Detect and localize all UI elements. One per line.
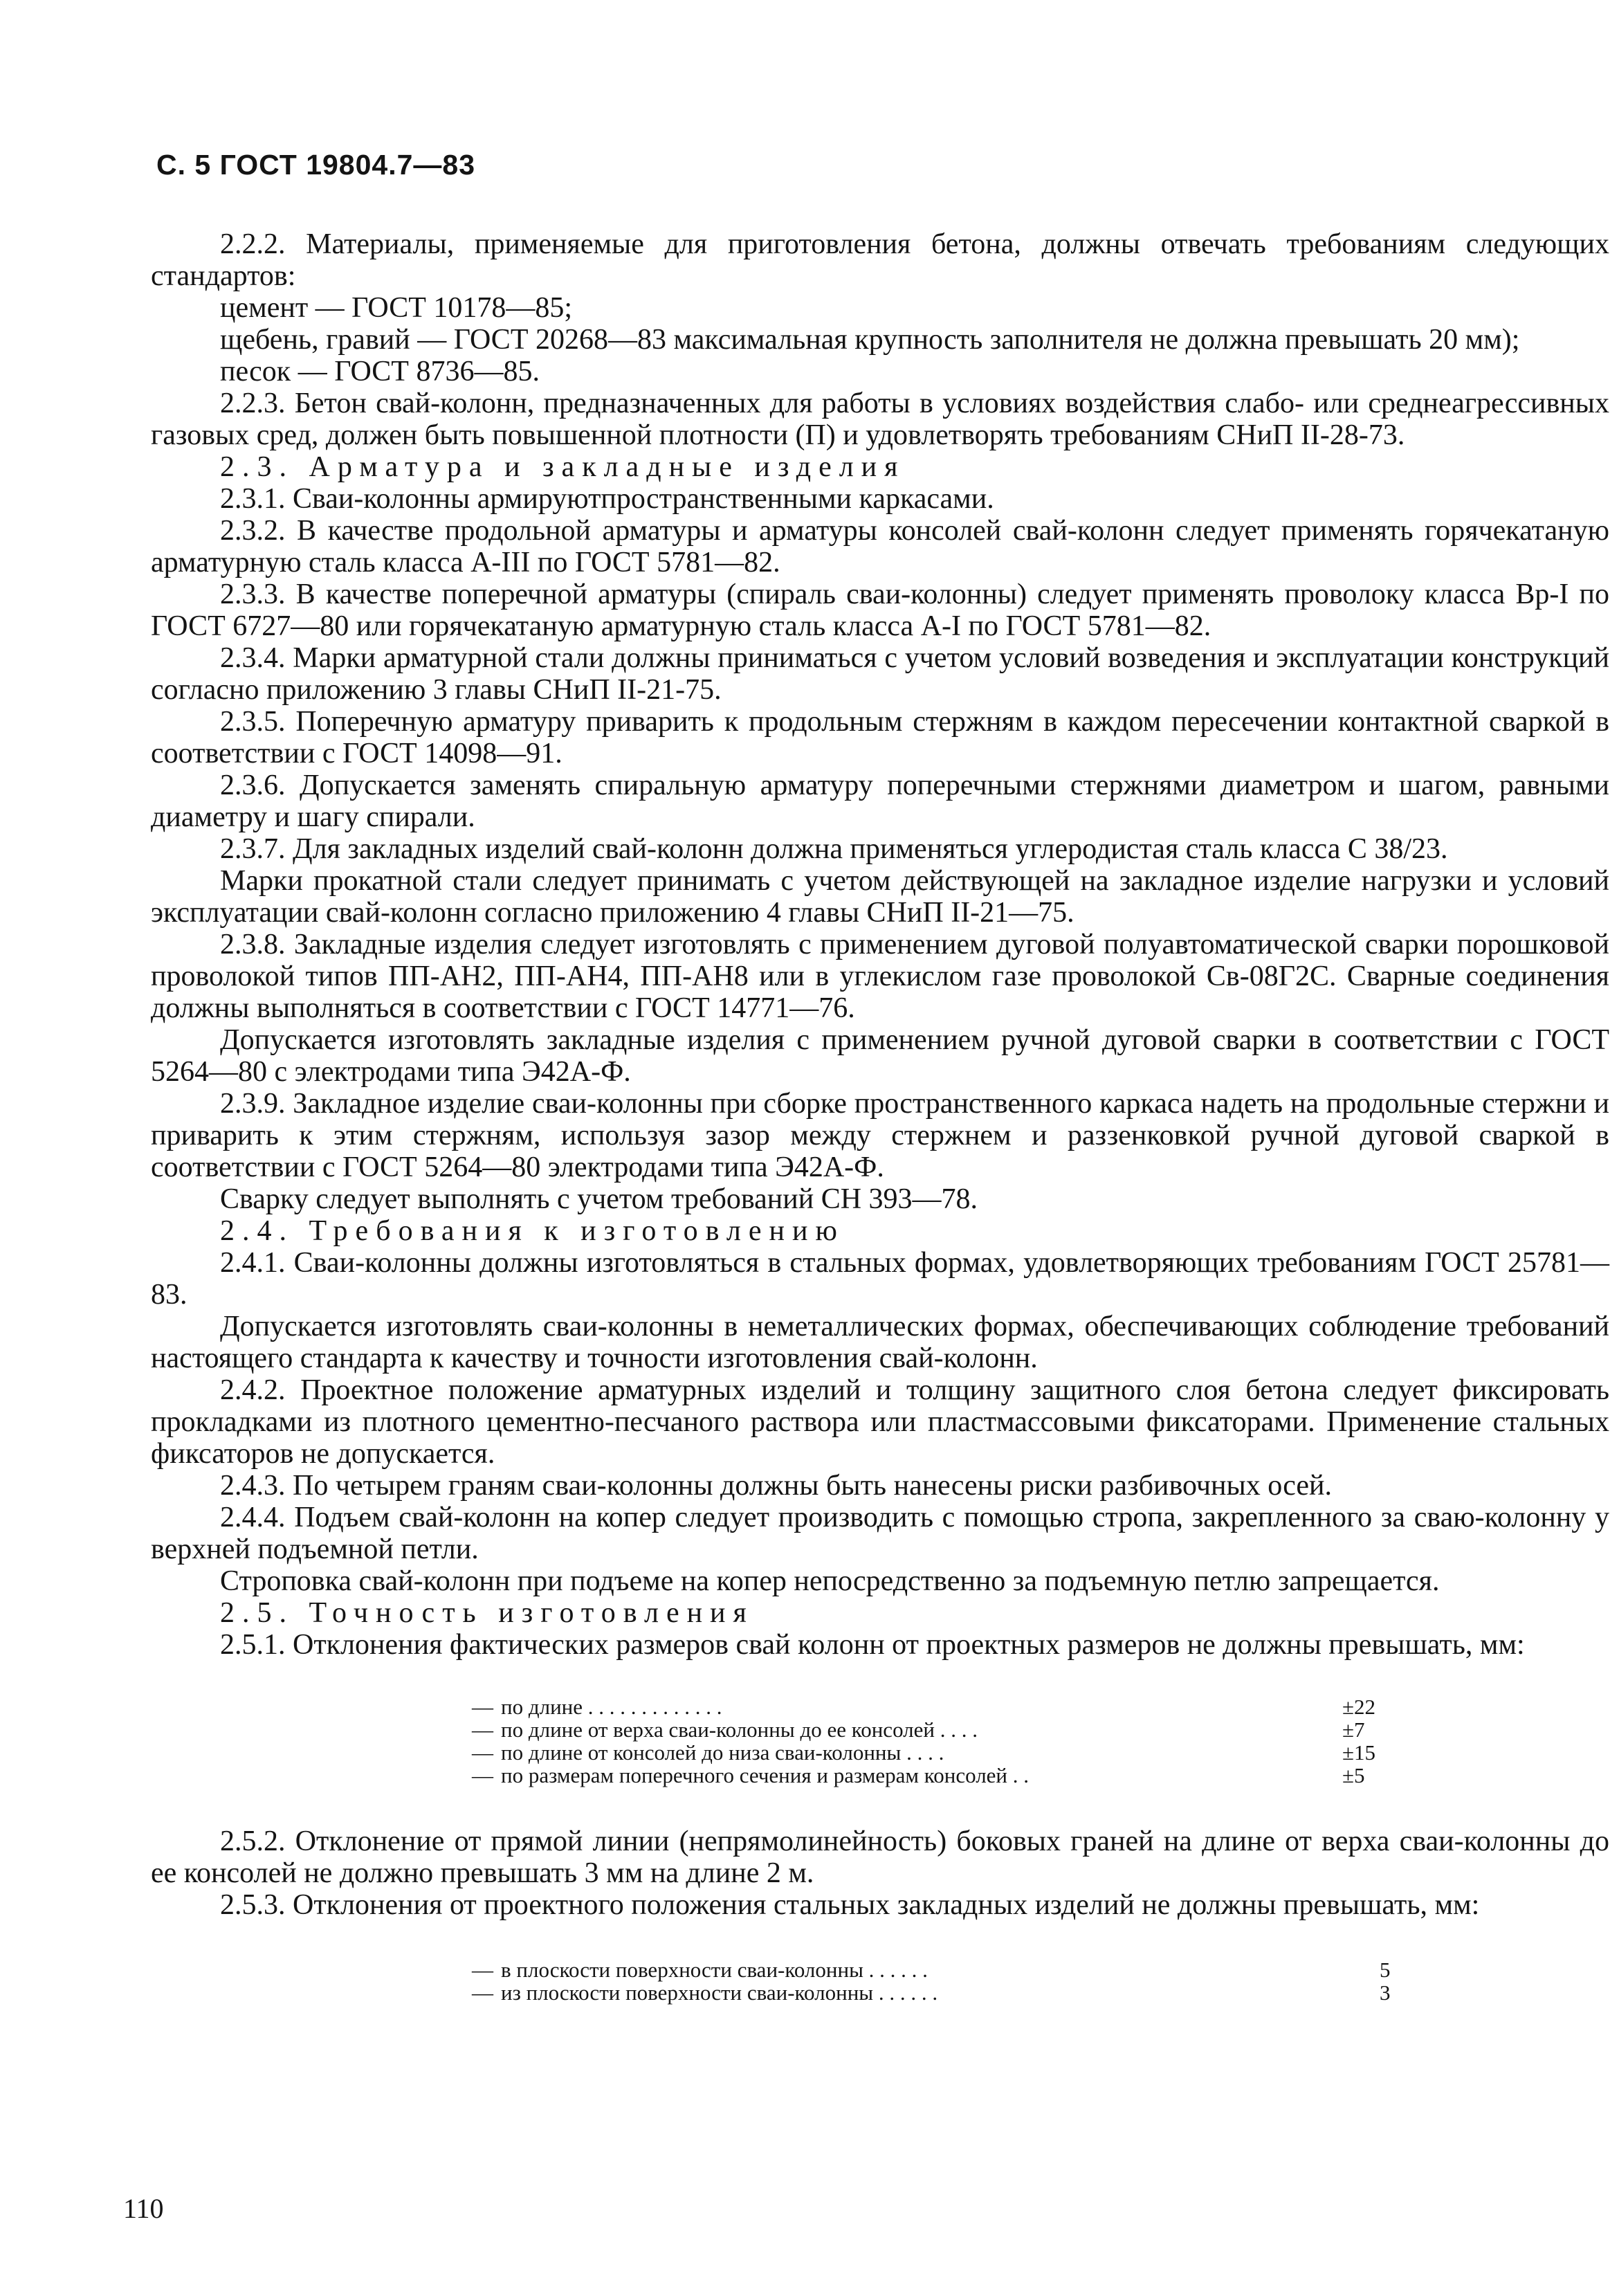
tolerance-label: по длине от верха сваи-колонны до ее консолей . . . . [501, 1718, 978, 1742]
paragraph: Марки прокатной стали следует принимать с учетом действующей на закладное изделие нагрузки и условий эксплуатации свай-колонн согласно приложению 4 главы СНиП II-21—75. [151, 865, 1609, 929]
list-dash: — [472, 1718, 493, 1742]
paragraph: 2.3.3. В качестве поперечной арматуры (спираль сваи-колонны) следует применять проволоку класса Вр-I по ГОСТ 6727—80 или горячекатаную арматурную сталь класса А-I по ГОСТ 5781—82. [151, 578, 1609, 642]
paragraph: Допускается изготовлять закладные изделия с применением ручной дуговой сварки в соответствии с ГОСТ 5264—80 с электродами типа Э42А-Ф. [151, 1024, 1609, 1088]
paragraph: 2.4.2. Проектное положение арматурных изделий и толщину защитного слоя бетона следует фиксировать прокладками из плотного цементно-песчаного раствора или пластмассовыми фиксаторами. Применение стальных фиксаторов не допускается. [151, 1374, 1609, 1470]
tolerance-label: из плоскости поверхности сваи-колонны . . . . . . [501, 1980, 938, 2005]
paragraph: щебень, гравий — ГОСТ 20268—83 максимальная крупность заполнителя не должна превышать 20 мм); [220, 324, 1520, 356]
paragraph: 2.3.2. В качестве продольной арматуры и арматуры консолей свай-колонн следует применять горячекатаную арматурную сталь класса А-III по ГОСТ 5781—82. [151, 515, 1609, 578]
paragraph: 2.5.1. Отклонения фактических размеров свай колонн от проектных размеров не должны превышать, мм: [220, 1629, 1525, 1661]
list-dash: — [472, 1763, 493, 1787]
tolerance-label: по длине от консолей до низа сваи-колонны . . . . [501, 1740, 944, 1765]
paragraph: цемент — ГОСТ 10178—85; [220, 292, 573, 324]
paragraph: 2.4.4. Подъем свай-колонн на копер следует производить с помощью стропа, закрепленного за сваю-колонну у верхней подъемной петли. [151, 1502, 1609, 1565]
paragraph: 2.3.1. Сваи-колонны армируютпространственными каркасами. [220, 483, 994, 515]
tolerance-value: 5 [1380, 1958, 1391, 1982]
section-2-5-2-to-2-5-3 [151, 1825, 1609, 1921]
tolerance-label: по размерам поперечного сечения и размерам консолей . . [501, 1763, 1030, 1787]
page-number: 110 [123, 2193, 164, 2224]
tolerance-label: по длине . . . . . . . . . . . . . [501, 1695, 722, 1719]
paragraph: Строповка свай-колонн при подъеме на копер непосредственно за подъемную петлю запрещается. [220, 1565, 1440, 1597]
paragraph: 2.4. Требования к изготовлению [220, 1215, 845, 1247]
tolerance-value: ±22 [1342, 1695, 1376, 1719]
embedded-position-tolerances-table [472, 1958, 1391, 2004]
paragraph: 2.3.8. Закладные изделия следует изготовлять с применением дуговой полуавтоматической сварки порошковой проволокой типов ПП-АН2, ПП-АН4, ПП-АН8 или в углекислом газе проволокой Св-08Г2С. Сварные соединения должны выполняться в соответствии с ГОСТ 14771—76. [151, 929, 1609, 1024]
size-tolerances-table [472, 1695, 1375, 1787]
document-body [151, 228, 1609, 2004]
list-dash: — [472, 1740, 493, 1765]
tolerance-row [472, 1741, 1375, 1764]
paragraph: 2.5. Точность изготовления [220, 1597, 754, 1629]
tolerance-row [472, 1718, 1375, 1741]
paragraph: 2.3.4. Марки арматурной стали должны приниматься с учетом условий возведения и эксплуатации конструкций согласно приложению 3 главы СНиП II-21-75. [151, 642, 1609, 706]
section-2-2-to-2-5-1 [151, 228, 1609, 1661]
paragraph: 2.3.7. Для закладных изделий свай-колонн должна применяться углеродистая сталь класса С 38/23. [220, 833, 1448, 865]
list-dash: — [472, 1695, 493, 1719]
paragraph: 2.2.3. Бетон свай-колонн, предназначенных для работы в условиях воздействия слабо- или среднеагрессивных газовых сред, должен быть повышенной плотности (П) и удовлетворять требованиям СНиП II-28-73. [151, 388, 1609, 451]
tolerance-label: в плоскости поверхности сваи-колонны . . . . . . [501, 1958, 928, 1982]
paragraph: 2.5.3. Отклонения от проектного положения стальных закладных изделий не должны превышать, мм: [220, 1889, 1480, 1921]
paragraph: 2.5.2. Отклонение от прямой линии (непрямолинейность) боковых граней на длине от верха сваи-колонны до ее консолей не должно превышать 3 мм на длине 2 м. [151, 1825, 1609, 1889]
paragraph: 2.3.5. Поперечную арматуру приварить к продольным стержням в каждом пересечении контактной сваркой в соответствии с ГОСТ 14098—91. [151, 706, 1609, 769]
tolerance-value: 3 [1380, 1980, 1391, 2005]
tolerance-row [472, 1764, 1375, 1787]
paragraph: 2.3.9. Закладное изделие сваи-колонны при сборке пространственного каркаса надеть на продольные стержни и приварить к этим стержням, используя зазор между стержнем и раззенковкой ручной дуговой сваркой в соответствии с ГОСТ 5264—80 электродами типа Э42А-Ф. [151, 1088, 1609, 1183]
tolerance-value: ±15 [1342, 1740, 1376, 1765]
tolerance-value: ±5 [1342, 1763, 1365, 1787]
list-dash: — [472, 1980, 493, 2005]
tolerance-value: ±7 [1342, 1718, 1365, 1742]
paragraph: Допускается изготовлять сваи-колонны в неметаллических формах, обеспечивающих соблюдение требований настоящего стандарта к качеству и точности изготовления свай-колонн. [151, 1311, 1609, 1374]
paragraph: Сварку следует выполнять с учетом требований СН 393—78. [220, 1183, 978, 1215]
page-header: С. 5 ГОСТ 19804.7—83 [156, 149, 476, 181]
list-dash: — [472, 1958, 493, 1982]
paragraph: 2.4.3. По четырем граням сваи-колонны должны быть нанесены риски разбивочных осей. [220, 1470, 1333, 1502]
paragraph: 2.3. Арматура и закладные изделия [220, 451, 906, 483]
paragraph: 2.3.6. Допускается заменять спиральную арматуру поперечными стержнями диаметром и шагом, равными диаметру и шагу спирали. [151, 769, 1609, 833]
tolerance-row [472, 1695, 1375, 1718]
tolerance-row [472, 1958, 1391, 1981]
tolerance-row [472, 1981, 1391, 2004]
paragraph: 2.2.2. Материалы, применяемые для приготовления бетона, должны отвечать требованиям следующих стандартов: [151, 228, 1609, 292]
paragraph: песок — ГОСТ 8736—85. [220, 356, 540, 388]
paragraph: 2.4.1. Сваи-колонны должны изготовляться в стальных формах, удовлетворяющих требованиям ГОСТ 25781—83. [151, 1247, 1609, 1311]
